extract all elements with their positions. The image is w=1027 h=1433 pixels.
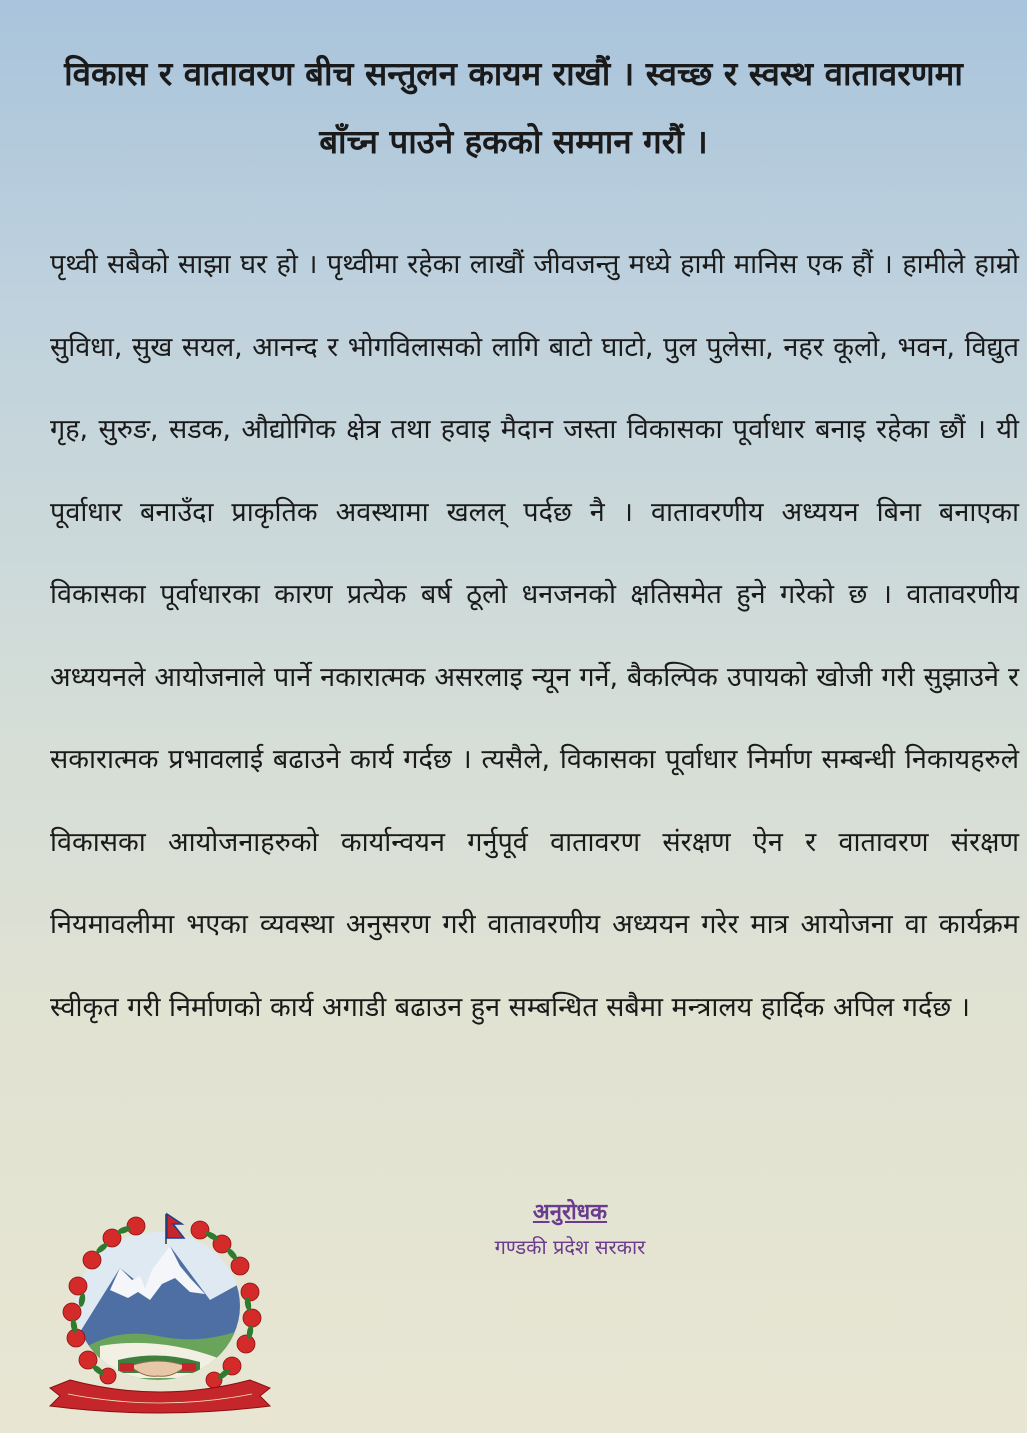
- emblem-graphic: [40, 1208, 280, 1423]
- signature-organization: गण्डकी प्रदेश सरकार: [494, 1235, 646, 1259]
- signature-block: [445, 1196, 695, 1264]
- signature-label: अनुरोधक: [532, 1200, 608, 1225]
- nepal-coat-of-arms-icon: [40, 1208, 280, 1423]
- appeal-paragraph: पृथ्वी सबैको साझा घर हो । पृथ्वीमा रहेका लाखौं जीवजन्तु मध्ये हामी मानिस एक हौं । हामीले हाम्रो सुविधा, सुख सयल, आनन्द र भोगविलासको लागि बाटो घाटो, पुल पुलेसा, नहर कूलो, भवन, विद्युत गृह, सुरुङ, सडक, औद्योगिक क्षेत्र तथा हवाइ मैदान जस्ता विकासका पूर्वाधार बनाइ रहेका छौं । यी पूर्वाधार बनाउँदा प्राकृतिक अवस्थामा खलल् पर्दछ नै । वातावरणीय अध्ययन बिना बनाएका विकासका पूर्वाधारका कारण प्रत्येक बर्ष ठूलो धनजनको क्षतिसमेत हुने गरेको छ । वातावरणीय अध्ययनले आयोजनाले पार्ने नकारात्मक असरलाइ न्यून गर्ने, बैकल्पिक उपायको खोजी गरी सुझाउने र सकारात्मक प्रभावलाई बढाउने कार्य गर्दछ । त्यसैले, विकासका पूर्वाधार निर्माण सम्बन्धी निकायहरुले विकासका आयोजनाहरुको कार्यान्वयन गर्नुपूर्व वातावरण संरक्षण ऐन र वातावरण संरक्षण नियमावलीमा भएका व्यवस्था अनुसरण गरी वातावरणीय अध्ययन गरेर मात्र आयोजना वा कार्यक्रम स्वीकृत गरी निर्माणको कार्य अगाडी बढाउन हुन सम्बन्धित सबैमा मन्त्रालय हार्दिक अपिल गर्दछ ।: [50, 249, 1019, 1023]
- poster-title: विकास र वातावरण बीच सन्तुलन कायम राखौं । स्वच्छ र स्वस्थ वातावरणमा बाँच्न पाउने हकको सम्मान गरौं ।: [64, 54, 963, 161]
